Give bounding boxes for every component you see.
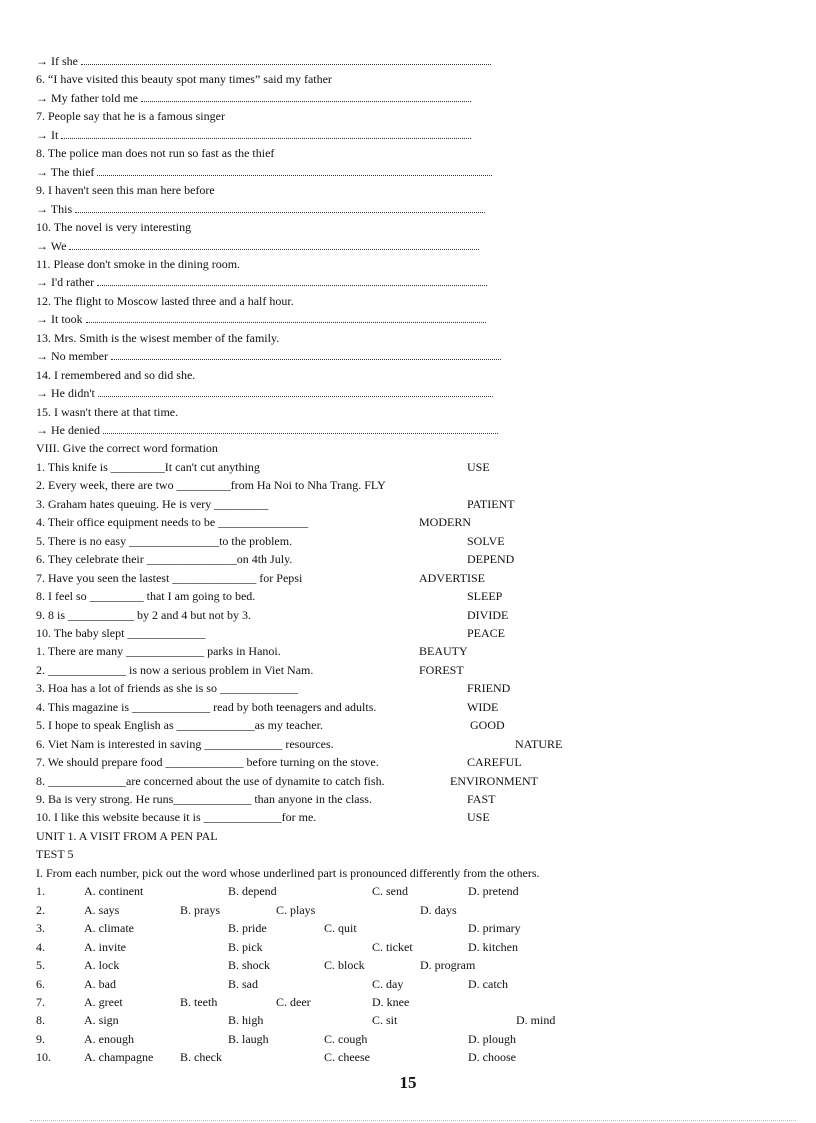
answer-option: B. pick [228, 939, 263, 954]
answer-line [36, 384, 493, 402]
answer-dotted-line [75, 202, 485, 213]
question-number: 5. [36, 958, 45, 973]
answer-line [36, 310, 486, 328]
unit-test: TEST 5 [36, 847, 74, 862]
answer-option: C. block [324, 958, 365, 973]
question-text: 8. The police man does not run so fast as the thief [36, 146, 275, 161]
question-text: 14. I remembered and so did she. [36, 367, 196, 382]
root-word: MODERN [419, 515, 472, 530]
root-word: PEACE [467, 625, 506, 640]
answer-line [36, 200, 485, 218]
root-word: ENVIRONMENT [450, 773, 538, 788]
answer-option: B. high [228, 1013, 264, 1028]
answer-option: B. laugh [228, 1031, 269, 1046]
answer-option: B. depend [228, 884, 277, 899]
word-formation-item: 7. Have you seen the lastest ______________ for Pepsi [36, 570, 303, 585]
question-number: 1. [36, 884, 45, 899]
word-formation-item: 8. _____________are concerned about the use of dynamite to catch fish. [36, 773, 385, 788]
question-number: 2. [36, 902, 45, 917]
answer-option: C. cheese [324, 1050, 370, 1065]
answer-prompt: → If she [36, 54, 81, 68]
question-number: 4. [36, 939, 45, 954]
answer-option: C. ticket [372, 939, 413, 954]
answer-line [36, 126, 471, 144]
answer-line [36, 163, 492, 181]
word-formation-item: 9. Ba is very strong. He runs_____________ than anyone in the class. [36, 792, 372, 806]
answer-option: D. primary [468, 921, 521, 936]
root-word: PATIENT [467, 496, 515, 511]
unit-title: UNIT 1. A VISIT FROM A PEN PAL [36, 828, 218, 843]
answer-prompt: → I'd rather [36, 275, 98, 290]
answer-dotted-line [141, 91, 471, 102]
word-formation-item: 3. Hoa has a lot of friends as she is so _____________ [36, 681, 298, 696]
answer-dotted-line [97, 275, 487, 286]
question-text: 7. People say that he is a famous singer [36, 109, 225, 124]
answer-line [36, 273, 487, 291]
word-formation-item: 4. Their office equipment needs to be _______________ [36, 515, 309, 530]
question-number: 9. [36, 1031, 45, 1046]
question-line [36, 329, 279, 347]
question-line [36, 366, 195, 384]
unit-instruction: I. From each number, pick out the word whose underlined part is pronounced differently from the others. [36, 865, 540, 880]
word-formation-item: 9. 8 is ___________ by 2 and 4 but not by 3. [36, 607, 251, 622]
answer-dotted-line [103, 423, 498, 434]
answer-line [36, 237, 479, 255]
root-word: NATURE [515, 736, 563, 751]
word-formation-item: 6. They celebrate their _______________on 4th July. [36, 552, 293, 567]
word-formation-item: 1. There are many _____________ parks in Hanoi. [36, 644, 281, 659]
answer-dotted-line [111, 349, 501, 360]
question-text: 11. Please don't smoke in the dining room. [36, 256, 241, 271]
answer-dotted-line [81, 54, 491, 65]
answer-prompt: → It [36, 127, 62, 142]
answer-prompt: → My father told me [36, 90, 141, 105]
answer-option: B. pride [228, 921, 267, 936]
root-word: ADVERTISE [419, 570, 485, 585]
question-text: 6. “I have visited this beauty spot many times” said my father [36, 72, 332, 87]
answer-prompt: → This [36, 201, 76, 216]
answer-line [36, 347, 501, 365]
question-line [36, 144, 274, 162]
answer-option: C. quit [324, 921, 357, 936]
answer-option: D. mind [516, 1013, 556, 1028]
answer-option: B. check [180, 1050, 222, 1065]
answer-option: C. plays [276, 902, 316, 917]
answer-option: D. plough [468, 1031, 516, 1046]
answer-line [36, 421, 498, 439]
question-number: 8. [36, 1013, 45, 1028]
footer-rule [30, 1120, 796, 1121]
answer-option: A. lock [84, 958, 120, 973]
answer-option: B. teeth [180, 994, 218, 1009]
root-word: USE [467, 810, 490, 825]
word-formation-item: 2. Every week, there are two _________from Ha Noi to Nha Trang. FLY [36, 478, 386, 493]
root-word: SOLVE [467, 533, 505, 548]
answer-prompt: → He didn't [36, 386, 98, 401]
answer-option: A. sign [84, 1013, 119, 1028]
word-formation-item: 6. Viet Nam is interested in saving _____________ resources. [36, 736, 334, 751]
question-line [36, 181, 215, 199]
answer-option: D. catch [468, 976, 508, 991]
answer-prompt: → It took [36, 312, 86, 327]
question-number: 3. [36, 921, 45, 936]
answer-option: D. knee [372, 994, 410, 1009]
word-formation-item: 7. We should prepare food _____________ before turning on the stove. [36, 755, 379, 770]
answer-option: B. prays [180, 902, 220, 917]
page-number: 15 [399, 1073, 417, 1092]
root-word: WIDE [467, 699, 499, 714]
answer-prompt: → He denied [36, 423, 103, 437]
question-line [36, 292, 294, 310]
question-text: 13. Mrs. Smith is the wisest member of the family. [36, 330, 280, 345]
word-formation-item: 1. This knife is _________It can't cut anything [36, 459, 260, 474]
answer-option: A. climate [84, 921, 134, 936]
answer-option: A. champagne [84, 1050, 154, 1065]
answer-option: A. continent [84, 884, 144, 899]
question-number: 6. [36, 976, 45, 991]
root-word: FOREST [419, 662, 464, 677]
answer-option: A. greet [84, 994, 123, 1009]
answer-dotted-line [86, 312, 486, 323]
answer-option: C. day [372, 976, 404, 991]
answer-option: C. cough [324, 1031, 368, 1046]
answer-option: B. sad [228, 976, 258, 991]
answer-option: A. bad [84, 976, 116, 991]
answer-option: D. program [420, 958, 476, 973]
answer-dotted-line [97, 165, 492, 176]
answer-option: D. days [420, 902, 457, 917]
answer-prompt: → The thief [36, 164, 98, 179]
root-word: USE [467, 459, 490, 474]
question-line [36, 403, 178, 421]
root-word: BEAUTY [419, 644, 468, 659]
root-word: SLEEP [467, 589, 503, 604]
answer-dotted-line [69, 239, 479, 250]
root-word: DEPEND [467, 552, 515, 567]
answer-option: A. says [84, 902, 120, 917]
word-formation-item: 5. I hope to speak English as _____________as my teacher. [36, 718, 323, 733]
question-number: 7. [36, 994, 45, 1009]
answer-option: C. deer [276, 994, 311, 1009]
answer-option: C. sit [372, 1013, 398, 1028]
word-formation-item: 10. The baby slept _____________ [36, 625, 206, 640]
answer-line [36, 52, 491, 70]
section-heading: VIII. Give the correct word formation [36, 441, 218, 456]
answer-option: A. invite [84, 939, 126, 954]
answer-prompt: → No member [36, 349, 111, 364]
answer-dotted-line [61, 128, 471, 139]
word-formation-item: 4. This magazine is _____________ read by both teenagers and adults. [36, 699, 377, 714]
question-line [36, 107, 225, 125]
question-text: 15. I wasn't there at that time. [36, 404, 179, 419]
question-number: 10. [36, 1050, 51, 1065]
answer-option: D. choose [468, 1050, 516, 1065]
root-word: DIVIDE [467, 607, 509, 622]
question-line [36, 218, 191, 236]
word-formation-item: 5. There is no easy _______________to the problem. [36, 533, 293, 548]
answer-option: A. enough [84, 1031, 134, 1046]
answer-line [36, 89, 471, 107]
question-line [36, 70, 332, 88]
root-word: CAREFUL [467, 755, 522, 770]
root-word: GOOD [470, 718, 505, 733]
word-formation-item: 10. I like this website because it is _____________for me. [36, 810, 317, 825]
answer-prompt: → We [36, 238, 70, 253]
question-text: 9. I haven't seen this man here before [36, 183, 215, 198]
word-formation-item: 8. I feel so _________ that I am going to bed. [36, 589, 256, 604]
answer-option: D. pretend [468, 884, 519, 899]
answer-option: B. shock [228, 958, 270, 973]
answer-option: D. kitchen [468, 939, 518, 954]
question-text: 10. The novel is very interesting [36, 220, 192, 235]
root-word: FAST [467, 792, 496, 806]
word-formation-item: 3. Graham hates queuing. He is very _________ [36, 496, 269, 511]
root-word: FRIEND [467, 681, 511, 696]
question-line [36, 255, 240, 273]
question-text: 12. The flight to Moscow lasted three and a half hour. [36, 293, 294, 308]
answer-dotted-line [98, 386, 493, 397]
word-formation-item: 2. _____________ is now a serious problem in Viet Nam. [36, 662, 314, 677]
answer-option: C. send [372, 884, 408, 899]
